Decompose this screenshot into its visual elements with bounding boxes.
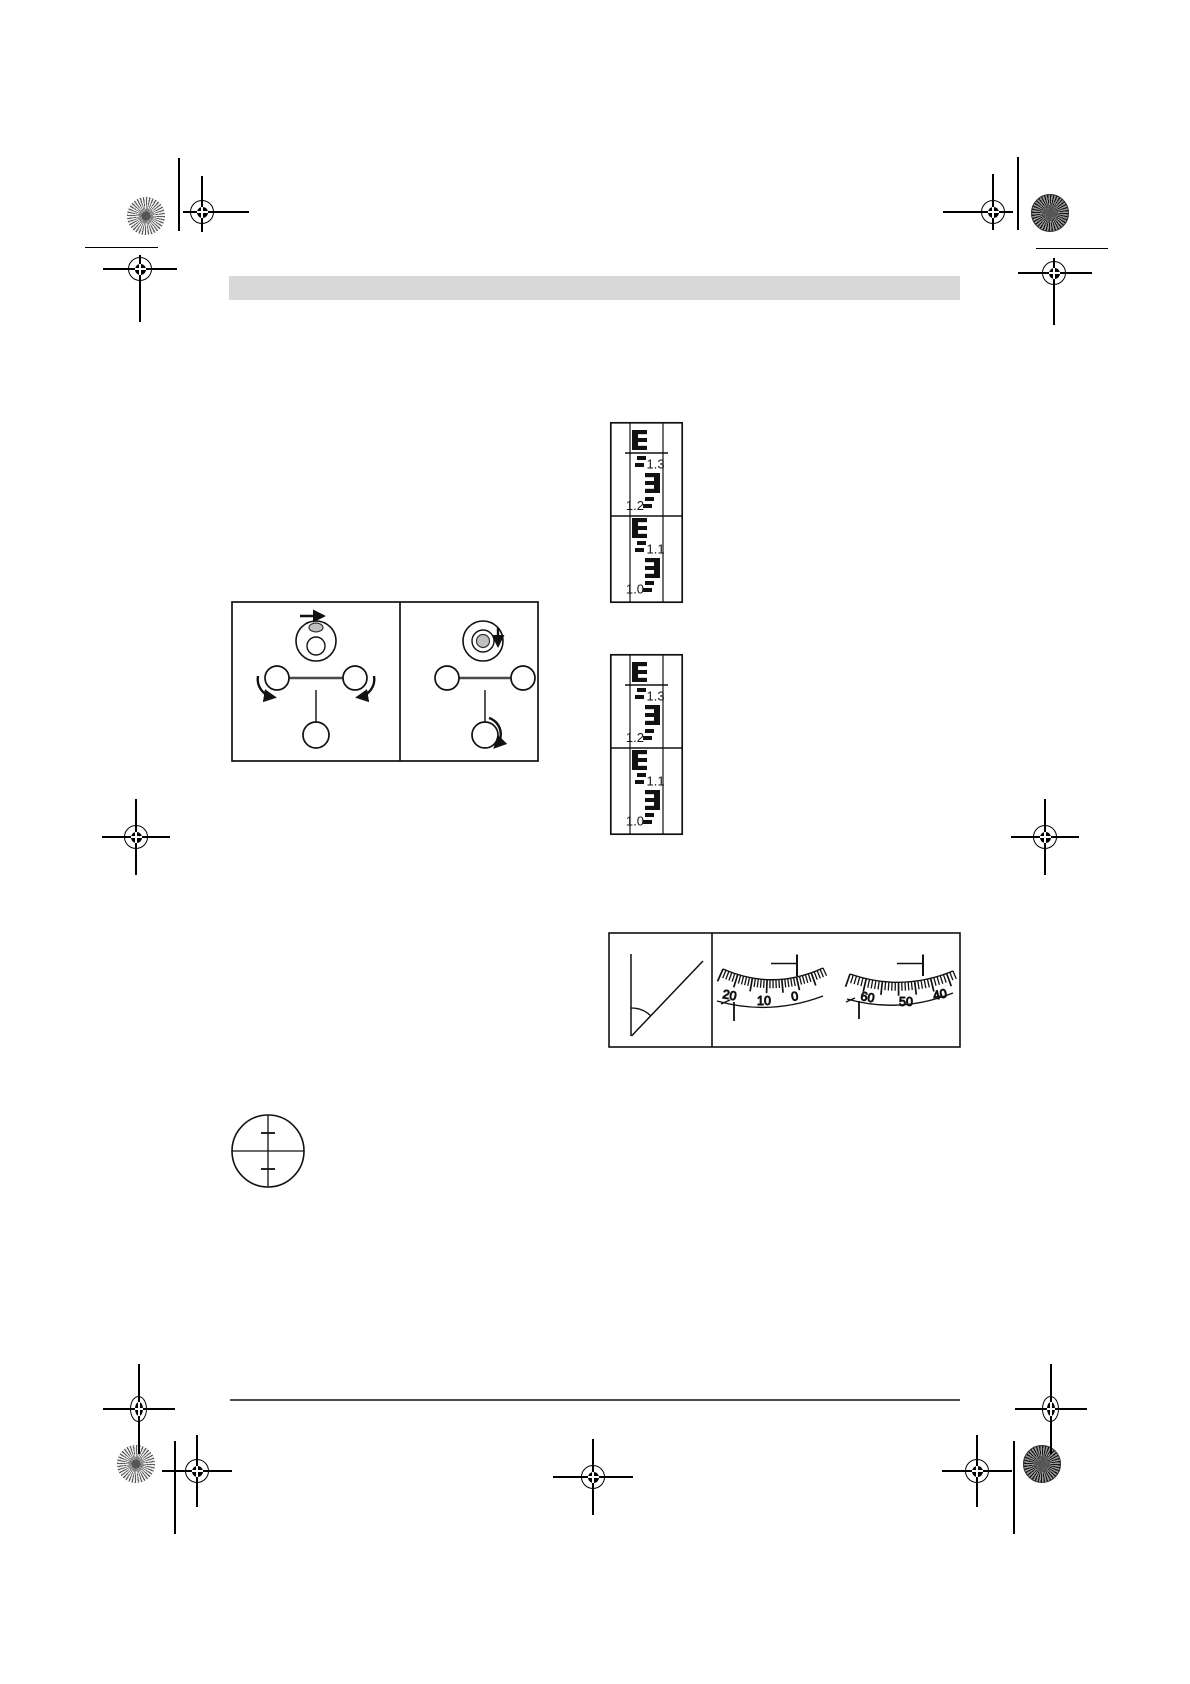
dial-tick bbox=[823, 968, 827, 976]
dial-tick bbox=[760, 979, 761, 987]
dial-label: 60 bbox=[859, 989, 876, 1006]
dial-label: 0 bbox=[790, 988, 800, 1004]
staff-view-box-2 bbox=[610, 654, 683, 835]
dial-tick bbox=[748, 977, 750, 985]
dial-tick bbox=[854, 976, 856, 984]
dial-label: 50 bbox=[899, 995, 913, 1009]
dial-tick bbox=[799, 976, 801, 984]
dial-tick bbox=[794, 978, 796, 986]
dial-tick bbox=[888, 982, 889, 990]
dial-tick bbox=[732, 974, 735, 982]
dial-tick bbox=[943, 975, 946, 983]
dial-tick bbox=[940, 976, 943, 984]
dial-tick bbox=[738, 975, 740, 983]
dial-tick bbox=[937, 977, 939, 985]
dial-tick bbox=[875, 981, 876, 989]
dial-tick bbox=[802, 976, 804, 984]
dial-tick bbox=[885, 982, 886, 990]
dial-tick bbox=[846, 974, 850, 987]
dial-tick bbox=[878, 981, 879, 989]
dial-tick bbox=[950, 972, 953, 980]
dial-tick bbox=[820, 969, 823, 977]
dial-label: 40 bbox=[931, 986, 949, 1003]
dial-tick bbox=[871, 980, 873, 988]
angle-arc bbox=[631, 1008, 651, 1016]
dial-tick bbox=[750, 978, 752, 991]
dial-label: 20 bbox=[721, 987, 738, 1004]
dial-tick bbox=[729, 973, 732, 981]
foot-screw bbox=[511, 666, 535, 690]
angle-scale-diagram bbox=[609, 933, 960, 1047]
dial-tick bbox=[745, 977, 747, 985]
foot-screw bbox=[472, 722, 498, 748]
dial-tick bbox=[918, 981, 919, 989]
dial-tick bbox=[764, 979, 765, 987]
telescope-reticle bbox=[232, 1115, 304, 1187]
staff-view-box-1 bbox=[610, 422, 683, 603]
dial-tick bbox=[911, 982, 912, 990]
vertical-angle-figure bbox=[631, 954, 703, 1036]
dial-tick bbox=[924, 980, 926, 988]
dial-tick bbox=[797, 977, 800, 990]
figures-layer: 1.3 1.2 1.1 1.0 20 10 0 60 50 40 bbox=[0, 0, 1190, 1684]
foot-screw bbox=[435, 666, 459, 690]
dial-tick bbox=[861, 978, 863, 986]
dial-tick bbox=[817, 971, 820, 979]
dial-tick bbox=[851, 975, 854, 983]
dial-tick bbox=[779, 980, 780, 988]
dial-tick bbox=[757, 979, 758, 987]
dial-tick bbox=[808, 974, 811, 982]
dial-tick bbox=[814, 972, 817, 980]
dial-tick bbox=[782, 979, 783, 992]
dial-tick bbox=[791, 978, 792, 986]
dial-tick bbox=[857, 977, 859, 985]
footscrew-left-panel bbox=[258, 616, 375, 748]
dial-tick bbox=[741, 976, 743, 984]
dial-tick bbox=[915, 981, 917, 994]
dial-tick bbox=[718, 969, 723, 981]
dial-tick bbox=[953, 971, 956, 979]
dial-tick bbox=[726, 971, 729, 979]
dial-tick bbox=[767, 980, 768, 993]
level-adjustment-diagram bbox=[232, 602, 538, 761]
dial-tick bbox=[754, 979, 755, 987]
bubble-centered-icon bbox=[477, 635, 490, 648]
dial-tick bbox=[785, 979, 786, 987]
dial-tick bbox=[723, 970, 726, 978]
dial-tick bbox=[921, 980, 922, 988]
dial-tick bbox=[881, 981, 883, 994]
dial-tick bbox=[868, 979, 870, 987]
dial-scale-left bbox=[717, 955, 827, 1022]
dial-tick bbox=[927, 979, 929, 987]
bubble-icon bbox=[309, 623, 323, 632]
dial-tick bbox=[934, 978, 936, 986]
dial-tick bbox=[788, 979, 789, 987]
dial-tick bbox=[908, 982, 909, 990]
foot-screw bbox=[303, 722, 329, 748]
foot-screw bbox=[343, 666, 367, 690]
footscrew-right-panel bbox=[435, 621, 535, 748]
dial-label: 10 bbox=[757, 994, 771, 1008]
dial-tick bbox=[805, 975, 807, 983]
foot-screw bbox=[265, 666, 289, 690]
